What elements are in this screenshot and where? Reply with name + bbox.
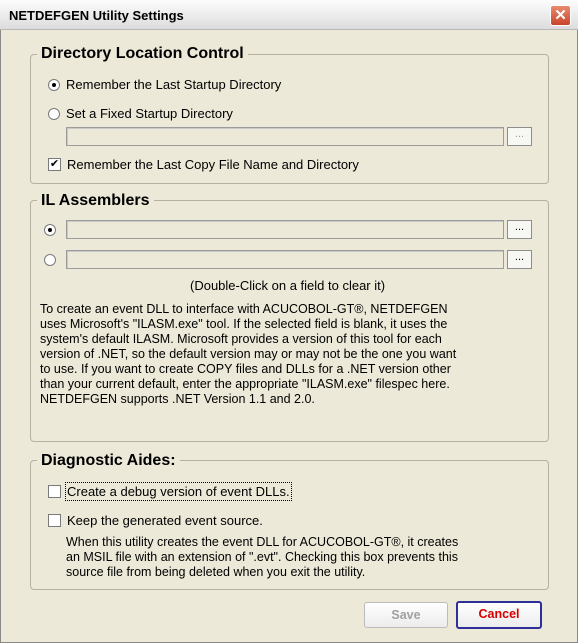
il-radio-2[interactable] <box>44 254 56 266</box>
il-description <box>40 302 456 407</box>
cancel-button[interactable]: Cancel <box>456 601 542 629</box>
remember-copy-checkbox-row[interactable] <box>48 157 359 172</box>
il-description-line: to use. If you want to create COPY files and DLLs for a .NET version other <box>40 362 451 376</box>
keep-source-note <box>66 535 458 580</box>
debug-checkbox-row[interactable] <box>48 484 290 499</box>
title-bar <box>0 0 578 30</box>
il-radio-1[interactable] <box>44 224 56 236</box>
diagnostic-legend: Diagnostic Aides: <box>37 452 180 470</box>
radio-button-fixed-dir[interactable] <box>48 108 60 120</box>
il-description-line: To create an event DLL to interface with ACUCOBOL-GT®, NETDEFGEN <box>40 302 448 316</box>
il-clear-hint: (Double-Click on a field to clear it) <box>190 278 386 293</box>
il-field-1[interactable] <box>66 220 504 239</box>
il-description-line: uses Microsoft's "ILASM.exe" tool. If the selected field is blank, it uses the <box>40 317 448 331</box>
fixed-dir-field[interactable] <box>66 127 504 146</box>
keep-source-label: Keep the generated event source. <box>67 513 263 528</box>
il-assemblers-legend: IL Assemblers <box>37 192 154 210</box>
radio-button-remember-last[interactable] <box>48 79 60 91</box>
directory-legend: Directory Location Control <box>37 45 248 63</box>
il-browse-button-1[interactable]: ... <box>507 220 532 239</box>
il-description-line: version of .NET, so the default version may or may not be the one you want <box>40 347 457 361</box>
il-description-line: system's default ILASM. Microsoft provides a version of this tool for each <box>40 332 442 346</box>
il-description-line: NETDEFGEN supports .NET Version 1.1 and 2.0. <box>40 392 315 406</box>
save-button[interactable]: Save <box>364 602 448 628</box>
close-button[interactable]: ✕ <box>550 5 571 26</box>
keep-source-note-line: source file from being deleted when you exit the utility. <box>66 565 366 579</box>
il-description-line: than your current default, enter the appropriate "ILASM.exe" filespec here. <box>40 377 450 391</box>
keep-source-note-line: an MSIL file with an extension of ".evt". Checking this box prevents this <box>66 550 458 564</box>
window-title: NETDEFGEN Utility Settings <box>9 8 184 23</box>
debug-checkbox[interactable] <box>48 485 61 498</box>
il-field-2[interactable] <box>66 250 504 269</box>
radio-label-fixed-dir: Set a Fixed Startup Directory <box>66 106 233 121</box>
remember-copy-label: Remember the Last Copy File Name and Directory <box>67 157 359 172</box>
keep-source-checkbox[interactable] <box>48 514 61 527</box>
il-browse-button-2[interactable]: ... <box>507 250 532 269</box>
keep-source-checkbox-row[interactable] <box>48 513 263 528</box>
debug-label: Create a debug version of event DLLs. <box>67 484 290 499</box>
keep-source-note-line: When this utility creates the event DLL for ACUCOBOL-GT®, it creates <box>66 535 459 549</box>
radio-fixed-dir[interactable] <box>48 106 233 121</box>
radio-remember-last[interactable] <box>48 77 281 92</box>
remember-copy-checkbox[interactable]: ✔ <box>49 158 60 170</box>
fixed-dir-browse-button[interactable]: ... <box>507 127 532 146</box>
radio-label-remember-last: Remember the Last Startup Directory <box>66 77 282 92</box>
